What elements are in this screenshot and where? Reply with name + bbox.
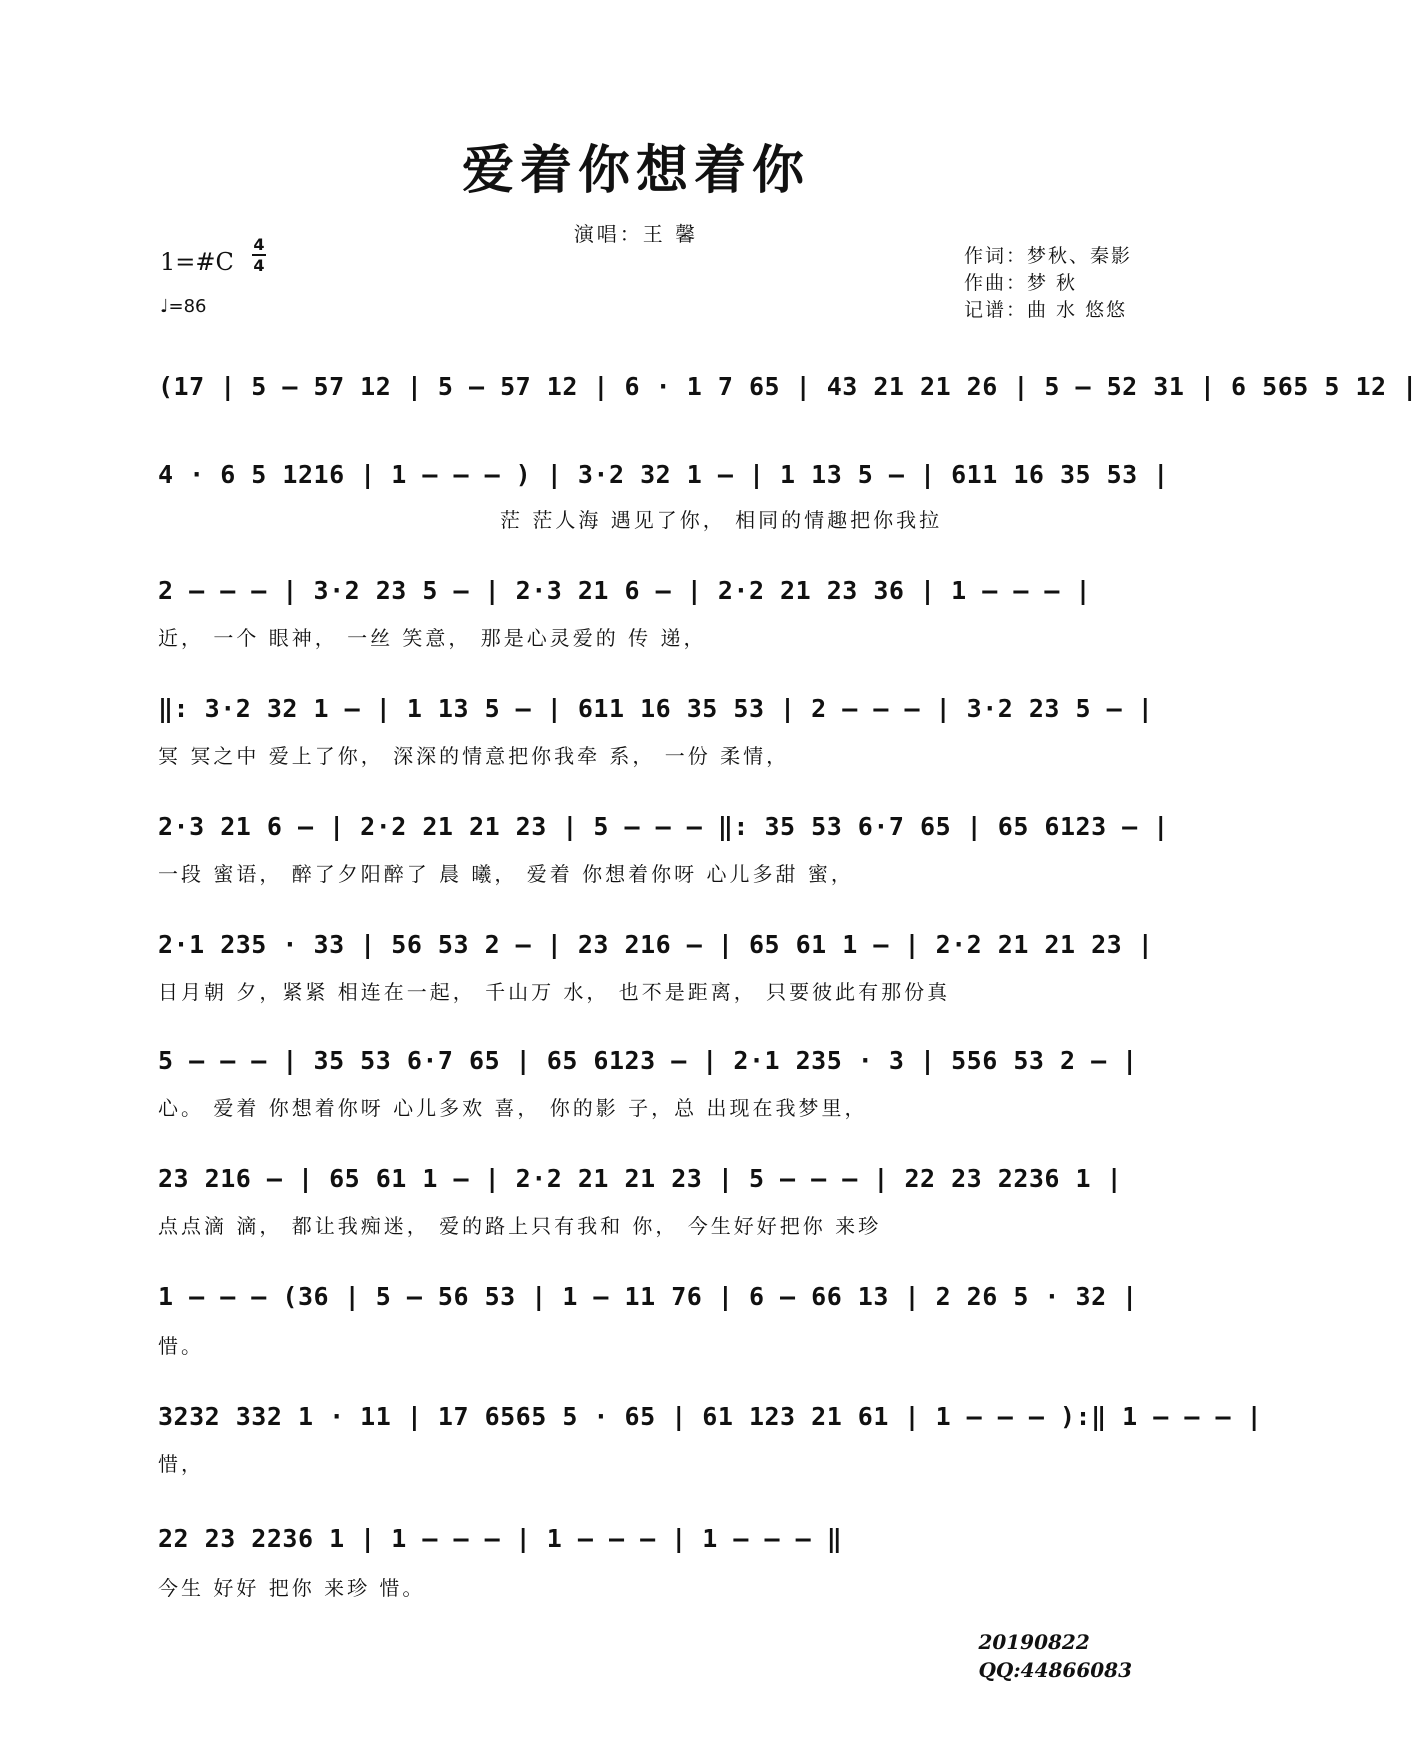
credits-block: [964, 243, 1132, 324]
time-signature: [252, 236, 266, 274]
time-signature-bottom: 4: [253, 256, 265, 275]
composer-credit: 作曲：梦 秋: [963, 272, 1078, 294]
lyricist-credit: 作词：梦秋、秦影: [963, 245, 1132, 267]
notation-row: 5 – – – | 35 53 6·7 65 | 65 6123 – | 2·1 235 · 3 | 556 53 2 – |: [158, 1046, 1138, 1075]
notation-row: (17 | 5 – 57 12 | 5 – 57 12 | 6 · 1 7 65 | 43 21 21 26 | 5 – 52 31 | 6 565 5 12 |: [158, 372, 1418, 401]
notation-row: 2 – – – | 3·2 23 5 – | 2·3 21 6 – | 2·2 21 23 36 | 1 – – – |: [158, 576, 1092, 605]
notation-row: 2·3 21 6 – | 2·2 21 21 23 | 5 – – – ‖: 35 53 6·7 65 | 65 6123 – |: [158, 812, 1169, 841]
lyric-row: 茫 茫人海 遇见了你， 相同的情趣把你我拉: [500, 508, 943, 532]
transcription-date: 20190822: [978, 1630, 1090, 1654]
lyric-row: 惜。: [158, 1334, 204, 1358]
notation-row: 23 216 – | 65 61 1 – | 2·2 21 21 23 | 5 – – – | 22 23 2236 1 |: [158, 1164, 1123, 1193]
notation-row: ‖: 3·2 32 1 – | 1 13 5 – | 611 16 35 53 | 2 – – – | 3·2 23 5 – |: [158, 694, 1154, 723]
lyric-row: 冥 冥之中 爱上了你， 深深的情意把你我牵 系， 一份 柔情，: [158, 744, 790, 768]
notation-row: 1 – – – (36 | 5 – 56 53 | 1 – 11 76 | 6 – 66 13 | 2 26 5 · 32 |: [158, 1282, 1138, 1311]
notation-row: 2·1 235 · 33 | 56 53 2 – | 23 216 – | 65 61 1 – | 2·2 21 21 23 |: [158, 930, 1154, 959]
lyric-row: 今生 好好 把你 来珍 惜。: [158, 1576, 426, 1600]
contact-qq: QQ:44866083: [978, 1658, 1132, 1682]
notation-row: 3232 332 1 · 11 | 17 6565 5 · 65 | 61 123 21 61 | 1 – – – ):‖ 1 – – – |: [158, 1402, 1263, 1431]
lyric-row: 心。 爱着 你想着你呀 心儿多欢 喜， 你的影 子，总 出现在我梦里，: [158, 1096, 868, 1120]
lyric-row: 点点滴 滴， 都让我痴迷， 爱的路上只有我和 你， 今生好好把你 来珍: [158, 1214, 882, 1238]
lyric-row: 近， 一个 眼神， 一丝 笑意， 那是心灵爱的 传 递，: [158, 626, 707, 650]
tempo-marking: ♩=86: [160, 296, 207, 317]
key-signature: 1=#C: [160, 248, 234, 276]
notation-row: 22 23 2236 1 | 1 – – – | 1 – – – | 1 – – – ‖: [158, 1524, 843, 1553]
footer-block: [978, 1628, 1132, 1684]
transcriber-credit: 记谱：曲 水 悠悠: [963, 299, 1128, 321]
lyric-row: 一段 蜜语， 醉了夕阳醉了 晨 曦， 爱着 你想着你呀 心儿多甜 蜜，: [158, 862, 854, 886]
song-title: 爱着你想着你: [461, 140, 810, 201]
notation-row: 4 · 6 5 1216 | 1 – – – ) | 3·2 32 1 – | 1 13 5 – | 611 16 35 53 |: [158, 460, 1169, 489]
lyric-row: 惜，: [158, 1452, 204, 1476]
singer-credit: 演唱：王 馨: [573, 222, 699, 246]
lyric-row: 日月朝 夕，紧紧 相连在一起， 千山万 水， 也不是距离， 只要彼此有那份真: [158, 980, 951, 1004]
time-signature-top: 4: [253, 235, 265, 254]
